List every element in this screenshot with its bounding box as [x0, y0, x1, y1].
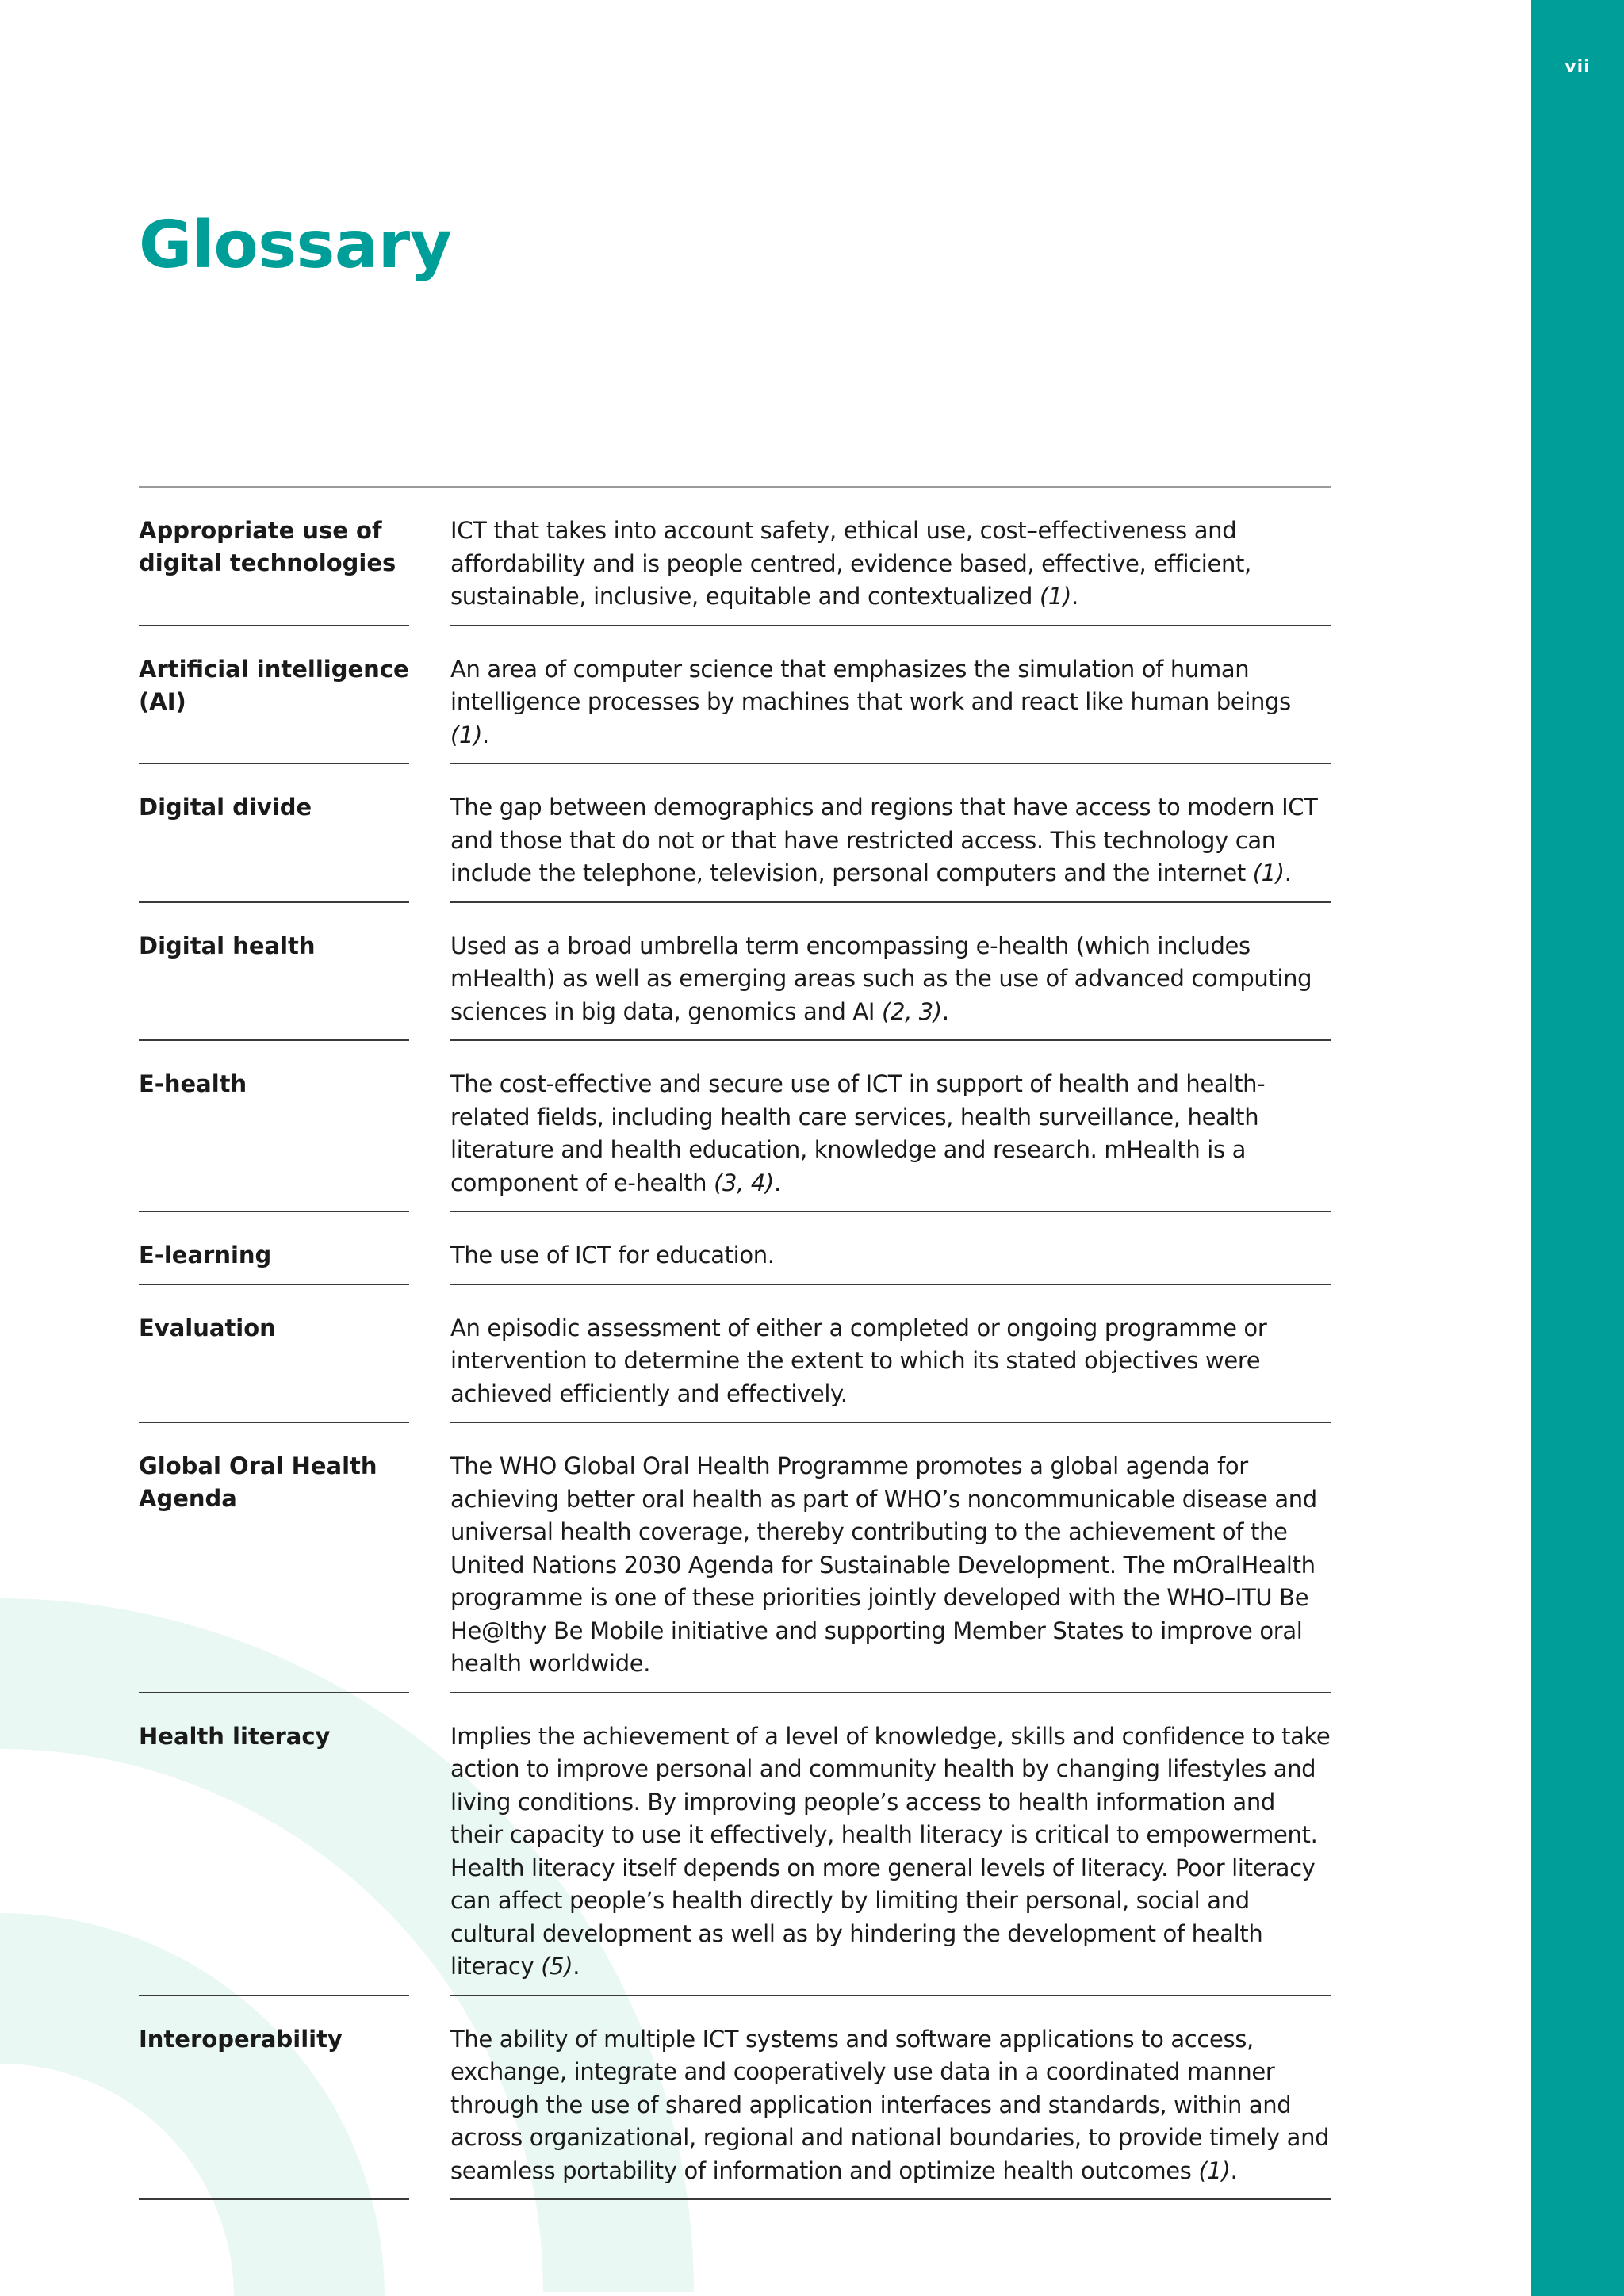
page-number: vii [1565, 57, 1591, 77]
glossary-citation: (3, 4) [714, 1169, 774, 1196]
glossary-entry [139, 1041, 1331, 1212]
glossary-term: Global Oral Health Agenda [139, 1452, 377, 1512]
glossary-term: Interoperability [139, 2025, 343, 2053]
glossary-term: Digital health [139, 932, 316, 959]
glossary-entry [139, 1423, 1331, 1693]
glossary-entry [139, 903, 1331, 1042]
glossary-terminal-period: . [941, 997, 949, 1025]
glossary-term-cell [139, 903, 409, 1042]
glossary-table [139, 488, 1331, 2200]
glossary-terminal-period: . [482, 721, 489, 748]
page-sidebar [1531, 0, 1624, 2296]
glossary-term: Evaluation [139, 1314, 276, 1341]
glossary-definition: The cost-effective and secure use of ICT in support of health and health-related fields, including health care services, health surveillance, health literature and health education, knowledge and research. mHealth is a component of e-health [450, 1070, 1266, 1196]
glossary-definition: The ability of multiple ICT systems and software applications to access, exchange, integrate and cooperatively use data in a coordinated manner through the use of shared application interfaces and standards, within and across organizational, regional and national boundaries, to provide timely and seamless portability of information and optimize health outcomes [450, 2025, 1330, 2184]
glossary-definition: Used as a broad umbrella term encompassing e-health (which includes mHealth) as well as emerging areas such as the use of advanced computing sciences in big data, genomics and AI [450, 932, 1312, 1025]
glossary-terminal-period: . [573, 1953, 580, 1980]
glossary-citation: (5) [541, 1953, 573, 1980]
glossary-definition-cell [450, 488, 1331, 626]
glossary-entry [139, 1693, 1331, 1996]
glossary-terminal-period: . [1071, 583, 1078, 610]
glossary-term-cell [139, 1996, 409, 2201]
glossary-definition: ICT that takes into account safety, ethical use, cost–effectiveness and affordability and is people centred, evidence based, effective, efficient, sustainable, inclusive, equitable and contextualized [450, 517, 1251, 610]
glossary-definition-cell [450, 1285, 1331, 1424]
glossary-citation: (1) [1252, 859, 1285, 886]
glossary-citation: (1) [450, 721, 483, 748]
glossary-term: Artificial intelligence (AI) [139, 655, 409, 715]
glossary-citation: (1) [1198, 2156, 1231, 2184]
glossary-term-cell [139, 764, 409, 903]
glossary-term-cell [139, 1423, 409, 1693]
glossary-definition: Implies the achievement of a level of knowledge, skills and confidence to take action to improve personal and community health by changing lifestyles and living conditions. By improving people’s access to health information and their capacity to use it effectively, health literacy is critical to empowerment. Health literacy itself depends on more general levels of literacy. Poor literacy can affect people’s health directly by limiting their personal, social and cultural development as well as by hindering the development of health literacy [450, 1722, 1331, 1980]
glossary-definition-cell [450, 903, 1331, 1042]
glossary-definition: The gap between demographics and regions that have access to modern ICT and those that do not or that have restricted access. This technology can include the telephone, television, personal computers and the internet [450, 794, 1318, 886]
glossary-term-cell [139, 1285, 409, 1424]
glossary-term-cell [139, 626, 409, 765]
glossary-term: E-health [139, 1070, 247, 1097]
glossary-definition-cell [450, 1693, 1331, 1996]
glossary-entry [139, 626, 1331, 765]
glossary-entry [139, 1285, 1331, 1424]
glossary-definition-cell [450, 764, 1331, 903]
glossary-term: Digital divide [139, 794, 312, 821]
glossary-definition-cell [450, 1041, 1331, 1212]
glossary-citation: (1) [1039, 583, 1071, 610]
glossary-term-cell [139, 1041, 409, 1212]
glossary-term-cell [139, 1212, 409, 1285]
glossary-terminal-period: . [1230, 2156, 1238, 2184]
glossary-definition-cell [450, 1212, 1331, 1285]
glossary-term: E-learning [139, 1242, 272, 1269]
glossary-definition: The WHO Global Oral Health Programme promotes a global agenda for achieving better oral health as part of WHO’s noncommunicable disease and universal health coverage, thereby contributing to the achievement of the United Nations 2030 Agenda for Sustainable Development. The mOralHealth programme is one of these priorities jointly developed with the WHO–ITU Be He@lthy Be Mobile initiative and supporting Member States to improve oral health worldwide. [450, 1452, 1317, 1677]
page-title: Glossary [139, 208, 452, 283]
glossary-definition: An episodic assessment of either a completed or ongoing programme or intervention to determine the extent to which its stated objectives were achieved efficiently and effectively. [450, 1314, 1267, 1407]
glossary-definition-cell [450, 1423, 1331, 1693]
glossary-terminal-period: . [1284, 859, 1292, 886]
glossary-term-cell [139, 1693, 409, 1996]
glossary-entry [139, 488, 1331, 626]
glossary-definition-cell [450, 626, 1331, 765]
glossary-term: Appropriate use of digital technologies [139, 517, 396, 576]
glossary-term: Health literacy [139, 1722, 331, 1750]
glossary-entry [139, 764, 1331, 903]
glossary-definition-cell [450, 1996, 1331, 2201]
glossary-definition: An area of computer science that emphasizes the simulation of human intelligence processes by machines that work and react like human beings [450, 655, 1291, 715]
glossary-term-cell [139, 488, 409, 626]
glossary-citation: (2, 3) [882, 997, 942, 1025]
glossary-definition: The use of ICT for education. [450, 1242, 775, 1269]
glossary-terminal-period: . [773, 1169, 781, 1196]
glossary-entry [139, 1212, 1331, 1285]
glossary-entry [139, 1996, 1331, 2201]
